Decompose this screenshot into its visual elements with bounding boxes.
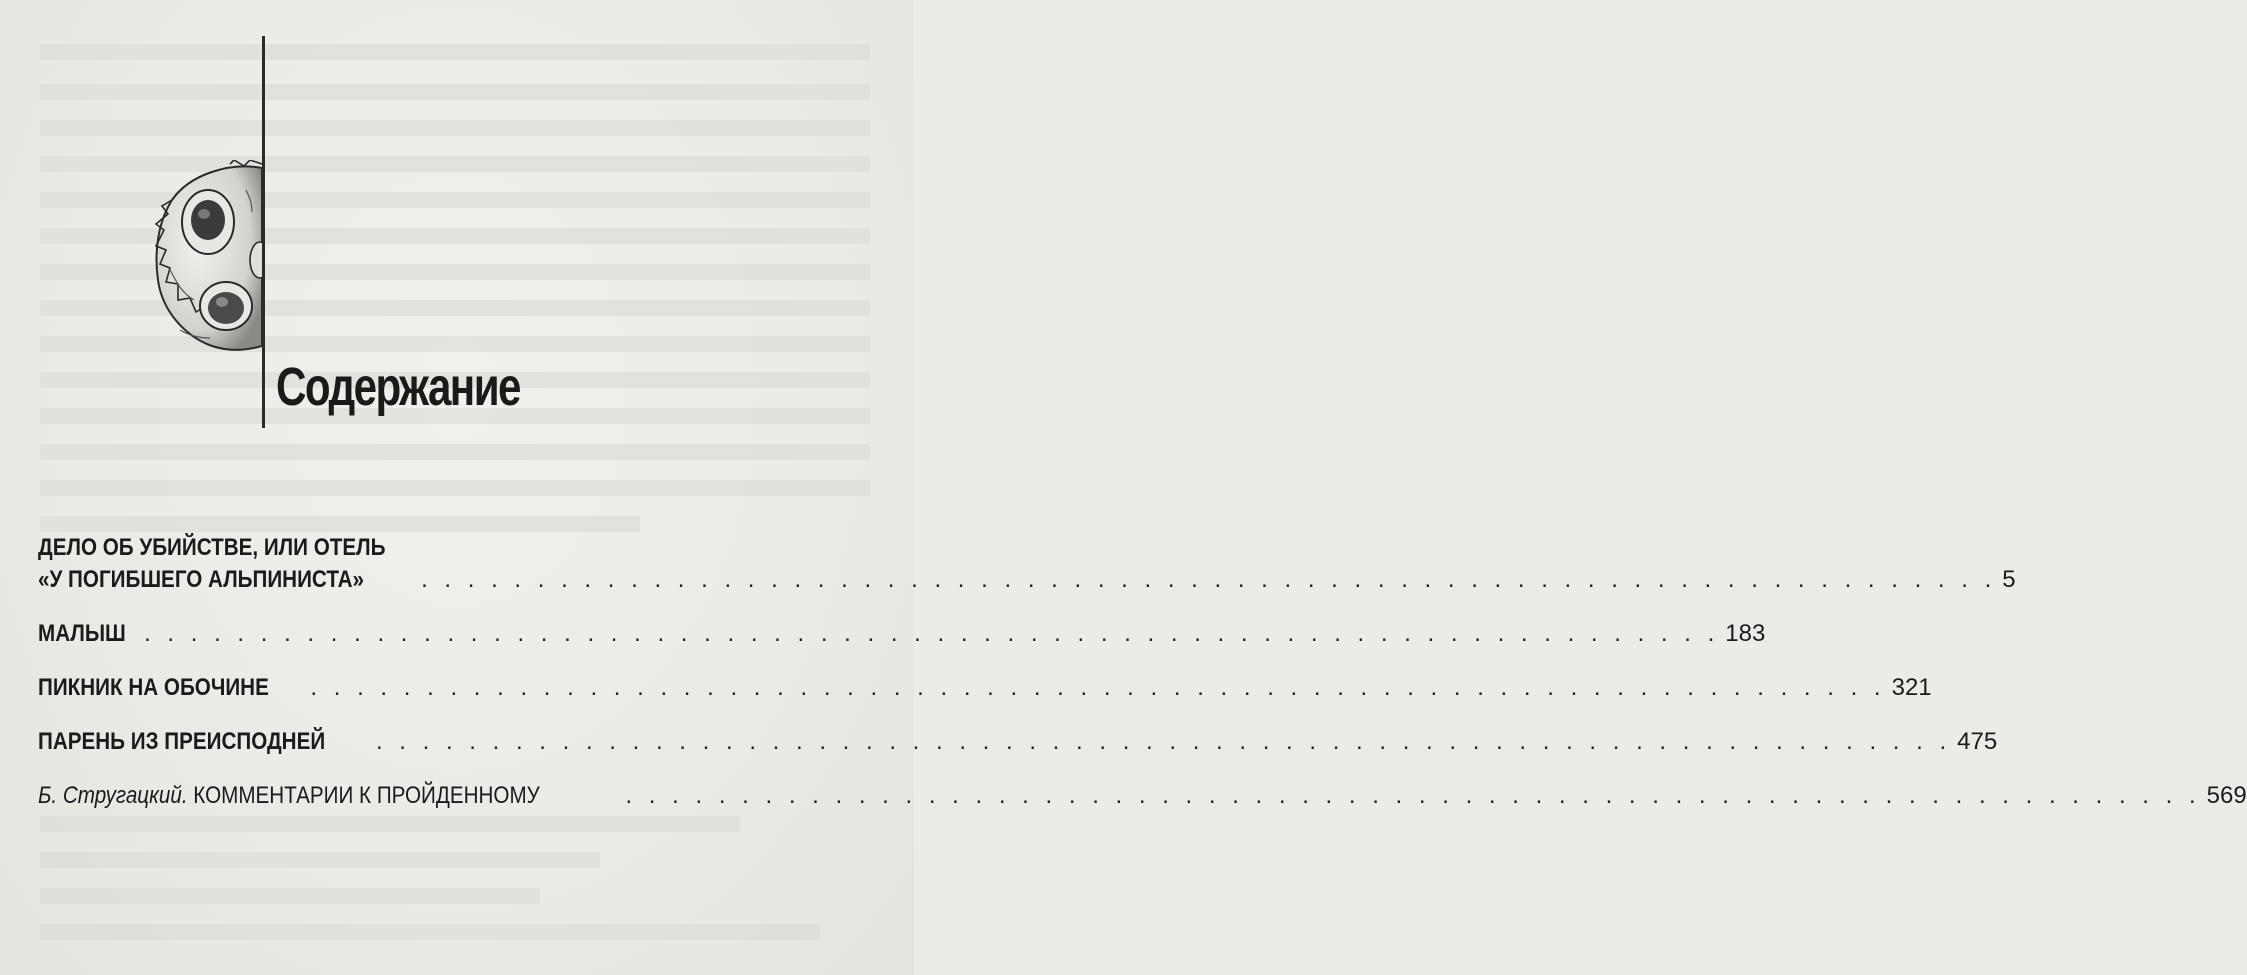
toc-leader-dots: . . . . . . . . . . . . . . . . . . . . . . . . . . . . . . . . . . . . . . . . . . . . . . . . . . . . . . . . . . . . . . . . . . . . (144, 620, 1720, 647)
bleed-through-line (40, 888, 540, 904)
toc-entry (38, 532, 2016, 596)
bleed-through-line (40, 516, 640, 532)
cratered-sphere-icon (150, 160, 265, 355)
toc-page-number: 569 (2206, 782, 2247, 809)
toc-entry (38, 618, 1766, 650)
toc-entry (38, 726, 1998, 758)
toc-entry-title: «У ПОГИБШЕГО АЛЬПИНИСТА» (38, 566, 365, 593)
toc-entry-title (38, 780, 540, 812)
toc-leader-dots: . . . . . . . . . . . . . . . . . . . . . . . . . . . . . . . . . . . . . . . . . . . . . . . . . . . . . . . . . . . . . . . . . . . . (625, 782, 2201, 809)
toc-entry-author: Б. Стругацкий. (38, 782, 188, 809)
toc-entry-title: ПАРЕНЬ ИЗ ПРЕИСПОДНЕЙ (38, 728, 326, 755)
toc-entry-title: МАЛЫШ (38, 620, 126, 647)
toc-entry (38, 672, 1932, 704)
toc-leader-dots: . . . . . . . . . . . . . . . . . . . . . . . . . . . . . . . . . . . . . . . . . . . . . . . . . . . . . . . . . . . . . . . . . . . . (421, 566, 1997, 593)
toc-page-number: 321 (1891, 674, 1932, 701)
toc-page-number: 475 (1957, 728, 1998, 755)
bleed-through-line (40, 120, 870, 136)
toc-leader-dots: . . . . . . . . . . . . . . . . . . . . . . . . . . . . . . . . . . . . . . . . . . . . . . . . . . . . . . . . . . . . . . . . . . . . (375, 728, 1952, 755)
toc-entry-title: ПИКНИК НА ОБОЧИНЕ (38, 674, 269, 701)
bleed-through-line (40, 924, 820, 940)
toc-entry (38, 780, 2247, 812)
page-title: Содержание (276, 357, 520, 417)
toc-entry-title: ДЕЛО ОБ УБИЙСТВЕ, ИЛИ ОТЕЛЬ (38, 534, 386, 561)
toc-page-number: 5 (2002, 566, 2016, 593)
bleed-through-line (40, 480, 870, 496)
toc-page-number: 183 (1725, 620, 1766, 647)
bleed-through-line (40, 444, 870, 460)
bleed-through-line (40, 84, 870, 100)
bleed-through-line (40, 852, 600, 868)
bleed-through-line (40, 44, 870, 60)
toc-leader-dots: . . . . . . . . . . . . . . . . . . . . . . . . . . . . . . . . . . . . . . . . . . . . . . . . . . . . . . . . . . . . . . . . . . . . (310, 674, 1886, 701)
toc-entry-title-text: КОММЕНТАРИИ К ПРОЙДЕННОМУ (193, 782, 540, 809)
table-of-contents (38, 532, 2247, 834)
